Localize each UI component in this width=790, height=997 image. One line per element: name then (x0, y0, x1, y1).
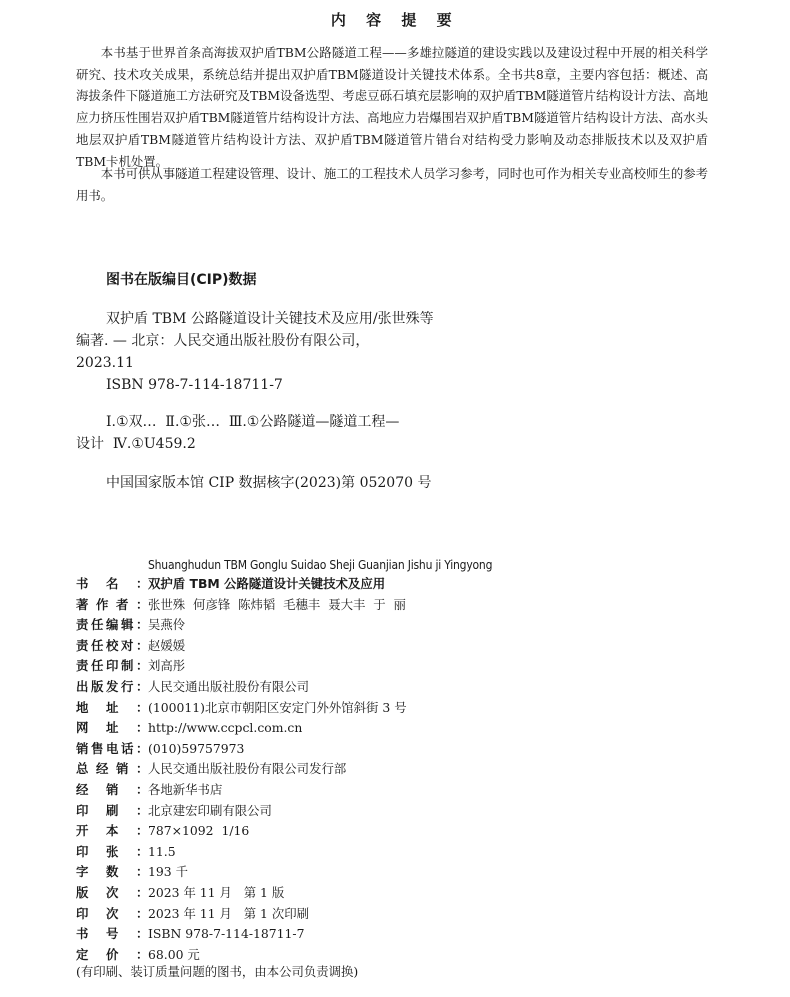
colophon-label: 责 任 编 辑 ： (76, 617, 149, 633)
colophon-label: 书 号 ： (76, 926, 149, 942)
colophon-row (76, 821, 407, 842)
colophon-value: 吴燕伶 (148, 617, 186, 633)
quality-note: (有印刷、装订质量问题的图书，由本公司负责调换) (76, 964, 359, 979)
colophon-value: ISBN 978-7-114-18711-7 (148, 926, 305, 942)
colophon-row (76, 842, 407, 863)
colophon-label: 地 址 ： (76, 699, 149, 715)
colophon-label: 经 销 ： (76, 781, 149, 797)
colophon-row (76, 636, 407, 657)
summary-paragraph-2: 本书可供从事隧道工程建设管理、设计、施工的工程技术人员学习参考，同时也可作为相关专业高校师生的参考用书。 (76, 166, 708, 203)
colophon-value: 人民交通出版社股份有限公司 (148, 678, 310, 694)
colophon-label: 定 价 ： (76, 946, 149, 962)
colophon-value: 2023 年 11 月 第 1 版 (148, 884, 285, 900)
colophon-row (76, 698, 407, 719)
colophon-label: 印 张 ： (76, 843, 149, 859)
colophon-label: 著 作 者 ： (76, 596, 149, 612)
cip-line-5: Ⅰ.①双… Ⅱ.①张… Ⅲ.①公路隧道—隧道工程— (106, 414, 400, 430)
summary-paragraph-1: 本书基于世界首条高海拔双护盾TBM公路隧道工程——多雄拉隧道的建设实践以及建设过程中开展的相关科学研究、技术攻关成果，系统总结并提出双护盾TBM隧道设计关键技术体系。全书共8章，主要内容包括：概述、高海拔条件下隧道施工方法研究及TBM设备选型、考虑豆砾石填充层影响的双护盾TBM隧道管片结构设计方法、高地应力挤压性围岩双护盾TBM隧道管片结构设计方法、高地应力岩爆围岩双护盾TBM隧道管片结构设计方法、高水头地层双护盾TBM隧道管片结构设计方法、双护盾TBM隧道管片错台对结构受力影响及动态排版技术以及双护盾TBM卡机处置。 (76, 45, 708, 169)
colophon-row (76, 780, 407, 801)
colophon-row (76, 656, 407, 677)
colophon-value: (100011)北京市朝阳区安定门外外馆斜街 3 号 (148, 699, 407, 715)
colophon-label: 网 址 ： (76, 720, 149, 736)
colophon-value: 787×1092 1/16 (148, 823, 250, 839)
colophon-label: 版 次 ： (76, 884, 149, 900)
colophon-label: 开 本 ： (76, 823, 149, 839)
colophon-row (76, 904, 407, 925)
colophon-value: 张世殊 何彦锋 陈炜韬 毛穗丰 聂大丰 于 丽 (148, 596, 406, 612)
cip-heading: 图书在版编目(CIP)数据 (106, 272, 257, 288)
colophon-row (76, 883, 407, 904)
colophon-row (76, 862, 407, 883)
colophon-value: 人民交通出版社股份有限公司发行部 (148, 761, 347, 777)
colophon-row (76, 615, 407, 636)
colophon-value: 刘高彤 (148, 658, 186, 674)
colophon-value: 双护盾 TBM 公路隧道设计关键技术及应用 (148, 576, 386, 591)
colophon-row (76, 739, 407, 760)
pinyin-title: Shuanghudun TBM Gonglu Suidao Sheji Guanjian Jishu ji Yingyong (148, 558, 493, 572)
colophon-value: (010)59757973 (148, 740, 245, 756)
cip-line-2: 编著. — 北京：人民交通出版社股份有限公司， (76, 333, 370, 349)
colophon-value: 赵媛媛 (148, 637, 186, 653)
colophon-label: 责 任 校 对 ： (76, 637, 149, 653)
colophon (76, 574, 407, 965)
colophon-label: 字 数 ： (76, 864, 149, 880)
cip-line-1: 双护盾 TBM 公路隧道设计关键技术及应用/张世殊等 (106, 311, 434, 327)
colophon-label: 印 次 ： (76, 905, 149, 921)
colophon-row (76, 574, 407, 595)
colophon-value: 11.5 (148, 843, 176, 859)
colophon-value: http://www.ccpcl.com.cn (148, 720, 303, 736)
colophon-value: 各地新华书店 (148, 781, 223, 797)
colophon-row (76, 595, 407, 616)
colophon-label: 出 版 发 行 ： (76, 678, 149, 694)
cip-verification: 中国国家版本馆 CIP 数据核字(2023)第 052070 号 (106, 475, 432, 491)
colophon-row (76, 801, 407, 822)
summary-heading: 内 容 提 要 (330, 11, 460, 29)
colophon-label: 总 经 销 ： (76, 761, 149, 777)
colophon-row (76, 924, 407, 945)
cip-line-3: 2023.11 (76, 355, 134, 371)
colophon-label: 销 售 电 话 ： (76, 740, 149, 756)
cip-line-4: ISBN 978-7-114-18711-7 (106, 377, 283, 393)
colophon-row (76, 718, 407, 739)
cip-line-6: 设计 Ⅳ.①U459.2 (76, 436, 196, 452)
colophon-value: 68.00 元 (148, 946, 200, 962)
colophon-label: 印 刷 ： (76, 802, 149, 818)
colophon-value: 2023 年 11 月 第 1 次印刷 (148, 905, 310, 921)
colophon-value: 193 千 (148, 864, 188, 880)
colophon-row (76, 759, 407, 780)
colophon-value: 北京建宏印刷有限公司 (148, 802, 272, 818)
colophon-row (76, 677, 407, 698)
colophon-label: 书 名 ： (76, 576, 149, 591)
colophon-label: 责 任 印 制 ： (76, 658, 149, 674)
